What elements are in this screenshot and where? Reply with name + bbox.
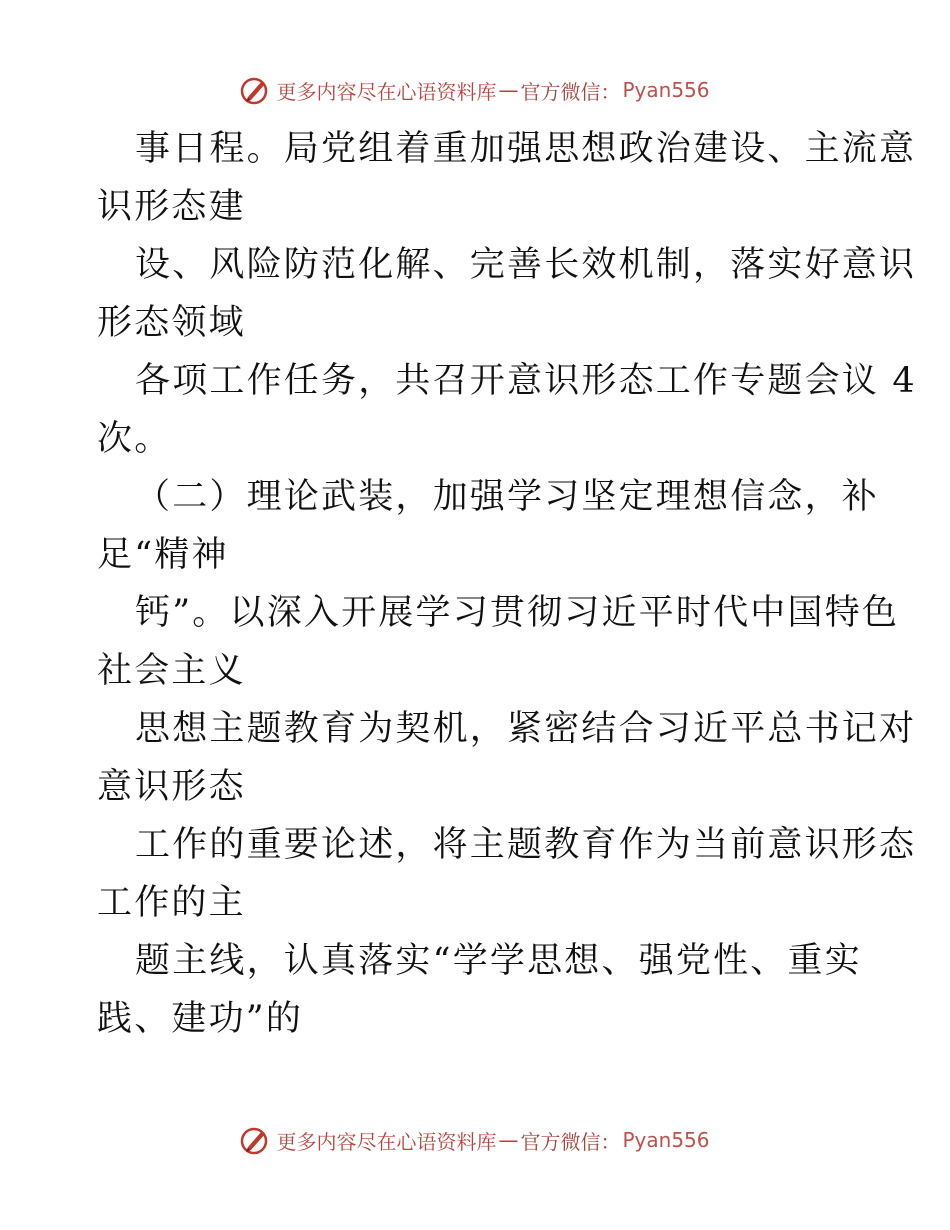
body-line: 践、建功”的 [97, 999, 304, 1039]
watermark-wechat-id: Pyan556 [622, 1128, 710, 1152]
pen-logo-icon [240, 75, 270, 105]
body-line: 钙”。以深入开展学习贯彻习近平时代中国特色 [135, 593, 900, 633]
body-line: 社会主义 [97, 651, 246, 691]
watermark-dash: — [498, 78, 519, 102]
watermark-wechat-label: 官方微信： [520, 1129, 621, 1154]
watermark-wechat-id: Pyan556 [622, 78, 710, 102]
footer-watermark [0, 1120, 950, 1160]
body-line: 思想主题教育为契机，紧密结合习近平总书记对 [135, 709, 917, 749]
body-line: 形态领域 [97, 303, 246, 343]
watermark-dash: — [498, 1128, 519, 1152]
header-watermark [0, 70, 950, 110]
body-line: 题主线，认真落实“学学思想、强党性、重实 [135, 941, 862, 981]
body-line: 工作的主 [97, 883, 246, 923]
body-line: 事日程。局党组着重加强思想政治建设、主流意 [135, 129, 917, 169]
section-heading-line: （二）理论武装，加强学习坚定理想信念，补 [135, 477, 880, 517]
watermark-wechat-label: 官方微信： [520, 79, 621, 104]
body-line: 意识形态 [97, 767, 246, 807]
body-line: 次。 [97, 419, 172, 459]
body-line: 识形态建 [97, 187, 246, 227]
body-line: 工作的重要论述，将主题教育作为当前意识形态 [135, 825, 917, 865]
watermark-main-text: 更多内容尽在心语资料库 [276, 1129, 497, 1154]
document-body [97, 120, 917, 1048]
pen-logo-icon [240, 1125, 270, 1155]
body-line: 足“精神 [97, 535, 229, 575]
body-line: 各项工作任务，共召开意识形态工作专题会议 4 [135, 361, 917, 401]
body-line: 设、风险防范化解、完善长效机制，落实好意识 [135, 245, 917, 285]
watermark-main-text: 更多内容尽在心语资料库 [276, 79, 497, 104]
